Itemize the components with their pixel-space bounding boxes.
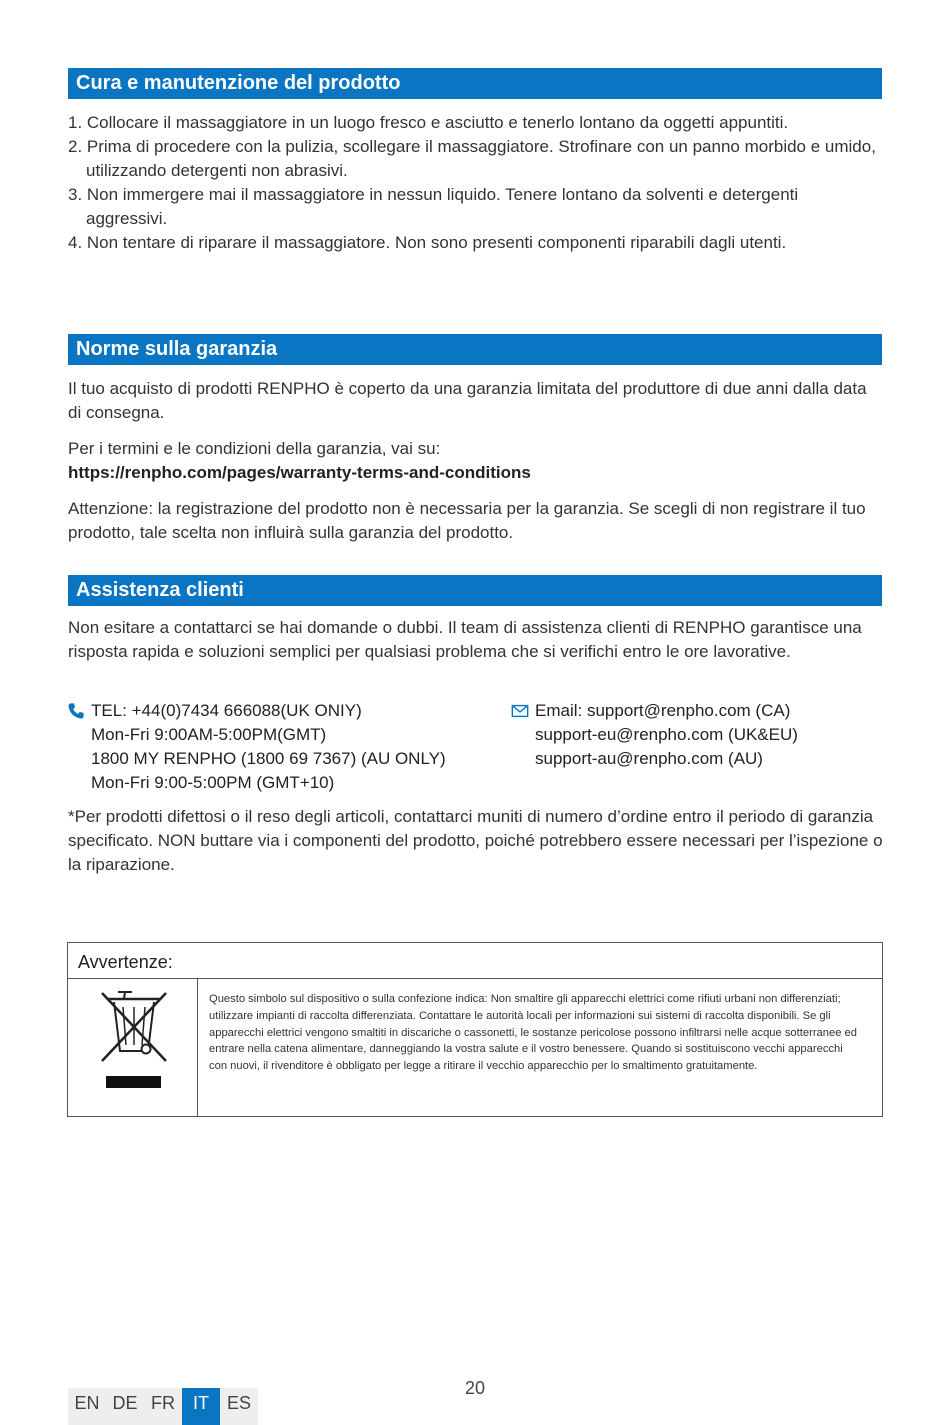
language-tab-en[interactable]: EN bbox=[68, 1388, 106, 1425]
support-footnote: *Per prodotti difettosi o il reso degli articoli, contattarci muniti di numero d’ordine entro il periodo di garanzia specificato. NON buttare via i componenti del prodotto, poiché potrebbero essere necessari per l’ispezione o la riparazione. bbox=[68, 807, 883, 874]
support-section-title: Assistenza clienti bbox=[68, 575, 882, 606]
language-tab-es[interactable]: ES bbox=[220, 1388, 258, 1425]
language-tab-fr[interactable]: FR bbox=[144, 1388, 182, 1425]
phone-line-3: 1800 MY RENPHO (1800 69 7367) (AU ONLY) bbox=[91, 749, 446, 768]
warranty-section-title: Norme sulla garanzia bbox=[68, 334, 882, 365]
email-line-1[interactable]: Email: support@renpho.com (CA) bbox=[535, 701, 791, 720]
care-list bbox=[68, 111, 878, 255]
phone-line-4: Mon-Fri 9:00-5:00PM (GMT+10) bbox=[91, 773, 335, 792]
warnings-header: Avvertenze: bbox=[68, 943, 882, 979]
weee-symbol-cell bbox=[68, 979, 198, 1116]
support-intro-text: Non esitare a contattarci se hai domande o dubbi. Il team di assistenza clienti di RENPHO garantisce una risposta rapida e soluzioni semplici per qualsiasi problema che si verifichi entro le ore lavorative. bbox=[68, 618, 862, 661]
email-line-2[interactable]: support-eu@renpho.com (UK&EU) bbox=[535, 725, 798, 744]
email-contact-block bbox=[535, 699, 798, 771]
weee-crossed-bin-icon bbox=[68, 979, 198, 1116]
phone-icon bbox=[67, 702, 85, 720]
language-tabs bbox=[68, 1388, 258, 1425]
page-number: 20 bbox=[464, 1378, 486, 1398]
language-tab-de[interactable]: DE bbox=[106, 1388, 144, 1425]
language-tab-it[interactable]: IT bbox=[182, 1388, 220, 1425]
warranty-terms-text: Per i termini e le condizioni della garanzia, vai su: bbox=[68, 439, 441, 458]
warranty-registration-note: Attenzione: la registrazione del prodotto non è necessaria per la garanzia. Se scegli di non registrare il tuo prodotto, tale scelta non influirà sulla garanzia del prodotto. bbox=[68, 499, 866, 542]
phone-line-2: Mon-Fri 9:00AM-5:00PM(GMT) bbox=[91, 725, 327, 744]
care-item-3: 3. Non immergere mai il massaggiatore in nessun liquido. Tenere lontano da solventi e detergenti aggressivi. bbox=[68, 185, 799, 228]
care-section-title: Cura e manutenzione del prodotto bbox=[68, 68, 882, 99]
warnings-text: Questo simbolo sul dispositivo o sulla confezione indica: Non smaltire gli apparecchi elettrici come rifiuti urbani non differenziati; utilizzare impianti di raccolta differenziata. Contattare le autorità locali per informazioni sui sistemi di raccolta disponibili. Se gli apparecchi elettrici vengono smaltiti in discariche o cassonetti, le sostanze pericolose possono infiltrarsi nelle acque sotterranee ed entrare nella catena alimentare, danneggiando la vostra salute e il vostro benessere. Quando si sostituiscono vecchi apparecchi con nuovi, il rivenditore è obbligato per legge a ritirare il vecchio apparecchio per lo smaltimento gratuitamente. bbox=[209, 993, 857, 1073]
warnings-table bbox=[67, 942, 883, 1117]
care-item-4: 4. Non tentare di riparare il massaggiatore. Non sono presenti componenti riparabili dagli utenti. bbox=[68, 233, 787, 252]
email-line-3[interactable]: support-au@renpho.com (AU) bbox=[535, 749, 763, 768]
warranty-terms-link[interactable]: https://renpho.com/pages/warranty-terms-and-conditions bbox=[68, 463, 531, 482]
phone-contact-block bbox=[91, 699, 446, 795]
care-item-1: 1. Collocare il massaggiatore in un luogo fresco e asciutto e tenerlo lontano da oggetti appuntiti. bbox=[68, 113, 789, 132]
envelope-icon bbox=[511, 702, 529, 720]
care-item-2: 2. Prima di procedere con la pulizia, scollegare il massaggiatore. Strofinare con un panno morbido e umido, utilizzando detergenti non abrasivi. bbox=[68, 137, 876, 180]
warranty-coverage-text: Il tuo acquisto di prodotti RENPHO è coperto da una garanzia limitata del produttore di due anni dalla data di consegna. bbox=[68, 379, 867, 422]
phone-line-1: TEL: +44(0)7434 666088(UK ONIY) bbox=[91, 701, 362, 720]
warranty-terms-block bbox=[68, 437, 884, 485]
